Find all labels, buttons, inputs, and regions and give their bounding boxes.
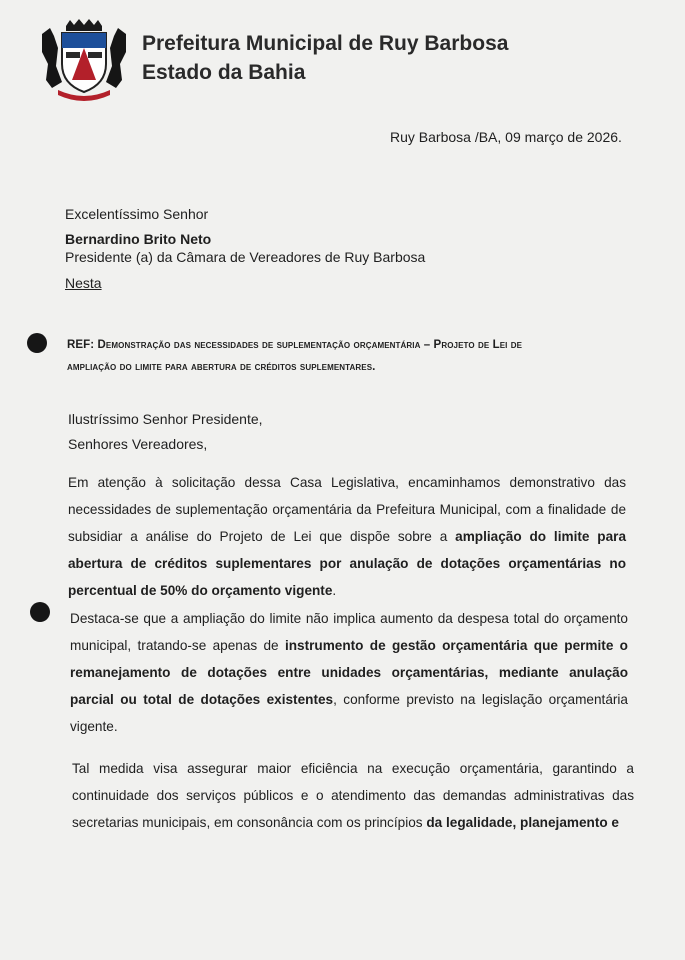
emphasis-text: instrumento de gestão orçamentária que permite o remanejamento de dotações entre unidades orçamentárias, mediante anulação parcial ou total de dotações existentes — [70, 638, 628, 707]
recipient-location: Nesta — [65, 275, 102, 291]
greeting-line-2: Senhores Vereadores, — [68, 436, 208, 452]
header-title: Prefeitura Municipal de Ruy Barbosa — [142, 32, 509, 55]
binder-hole — [27, 333, 47, 353]
emphasis-text: da legalidade, planejamento e — [426, 815, 619, 830]
date-line: Ruy Barbosa /BA, 09 março de 2026. — [390, 129, 622, 145]
body-paragraph-3: Tal medida visa assegurar maior eficiência na execução orçamentária, garantindo a continuidade dos serviços públicos e o atendimento das demandas administrativas das secretarias municipais, em consonância com os princípios da legalidade, planejamento e — [72, 761, 634, 830]
recipient-salutation: Excelentíssimo Senhor — [65, 206, 209, 222]
reference-line-2: ampliação do limite para abertura de créditos suplementares. — [67, 361, 376, 373]
recipient-name: Bernardino Brito Neto — [65, 231, 212, 247]
reference-line-1: Demonstração das necessidades de suplementação orçamentária – Projeto de Lei de — [97, 339, 523, 351]
binder-hole — [30, 602, 50, 622]
body-paragraph-2: Destaca-se que a ampliação do limite não implica aumento da despesa total do orçamento municipal, tratando-se apenas de instrumento de gestão orçamentária que permite o remanejamento de dotações entre unidades orçamentárias, mediante anulação parcial ou total de dotações existentes, conforme previsto na legislação orçamentária vigente. — [70, 611, 628, 734]
reference-block — [67, 334, 627, 378]
header-subtitle: Estado da Bahia — [142, 61, 306, 84]
emphasis-text: ampliação do limite para abertura de créditos suplementares por anulação de dotações orçamentárias no percentual de 50% do orçamento vigente — [68, 529, 626, 598]
reference-label: REF: — [67, 339, 95, 351]
greeting-line-1: Ilustríssimo Senhor Presidente, — [68, 411, 263, 427]
municipal-coat-of-arms-icon — [36, 18, 132, 102]
body-paragraph-1: Em atenção à solicitação dessa Casa Legislativa, encaminhamos demonstrativo das necessidades de suplementação orçamentária da Prefeitura Municipal, com a finalidade de subsidiar a análise do Projeto de Lei que dispõe sobre a ampliação do limite para abertura de créditos suplementares por anulação de dotações orçamentárias no percentual de 50% do orçamento vigente. — [68, 475, 626, 598]
recipient-role: Presidente (a) da Câmara de Vereadores de Ruy Barbosa — [65, 249, 426, 265]
